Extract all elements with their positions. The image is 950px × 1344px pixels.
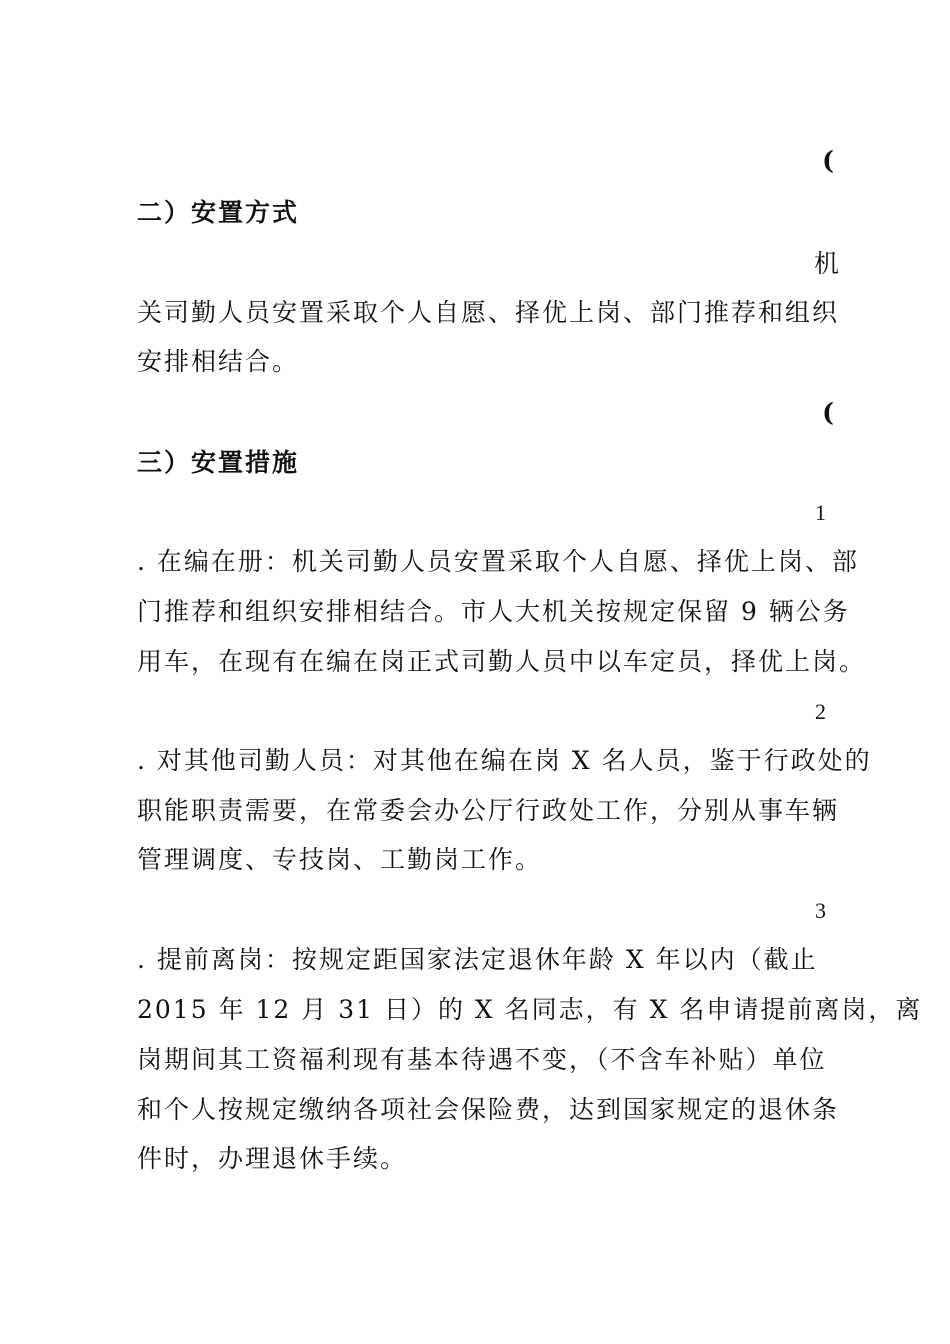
section3-heading: 三）安置措施 (137, 448, 300, 477)
item3-line-1: . 提前离岗：按规定距国家法定退休年龄 X 年以内（截止 (137, 945, 818, 974)
item1-line-2: 门推荐和组织安排相结合。市人大机关按规定保留 9 辆公务 (137, 597, 850, 626)
item3-line-2: 2015 年 12 月 31 日）的 X 名同志，有 X 名申请提前离岗，离 (137, 995, 923, 1024)
item2-line-1: . 对其他司勤人员：对其他在编在岗 X 名人员，鉴于行政处的 (137, 746, 872, 775)
item1-line-1: . 在编在册：机关司勤人员安置采取个人自愿、择优上岗、部 (137, 547, 859, 576)
item3-number: 3 (815, 898, 826, 923)
section2-lead-char: 机 (813, 249, 839, 278)
item3-line-4: 和个人按规定缴纳各项社会保险费，达到国家规定的退休条 (137, 1095, 840, 1124)
section3-marker: ( (822, 398, 834, 427)
item1-line-3: 用车，在现有在编在岗正式司勤人员中以车定员，择优上岗。 (137, 647, 867, 676)
item2-line-3: 管理调度、专技岗、工勤岗工作。 (137, 845, 543, 874)
item2-number: 2 (815, 699, 826, 724)
item3-line-3: 岗期间其工资福利现有基本待遇不变，（不含车补贴）单位 (137, 1045, 827, 1074)
section2-heading: 二）安置方式 (137, 198, 300, 227)
item2-line-2: 职能职责需要，在常委会办公厅行政处工作，分别从事车辆 (137, 796, 840, 825)
section2-line-2: 安排相结合。 (137, 347, 300, 376)
item1-number: 1 (815, 500, 826, 525)
item3-line-5: 件时，办理退休手续。 (137, 1144, 408, 1173)
section2-line-1: 关司勤人员安置采取个人自愿、择优上岗、部门推荐和组织 (137, 298, 840, 327)
section2-marker: ( (822, 146, 834, 175)
